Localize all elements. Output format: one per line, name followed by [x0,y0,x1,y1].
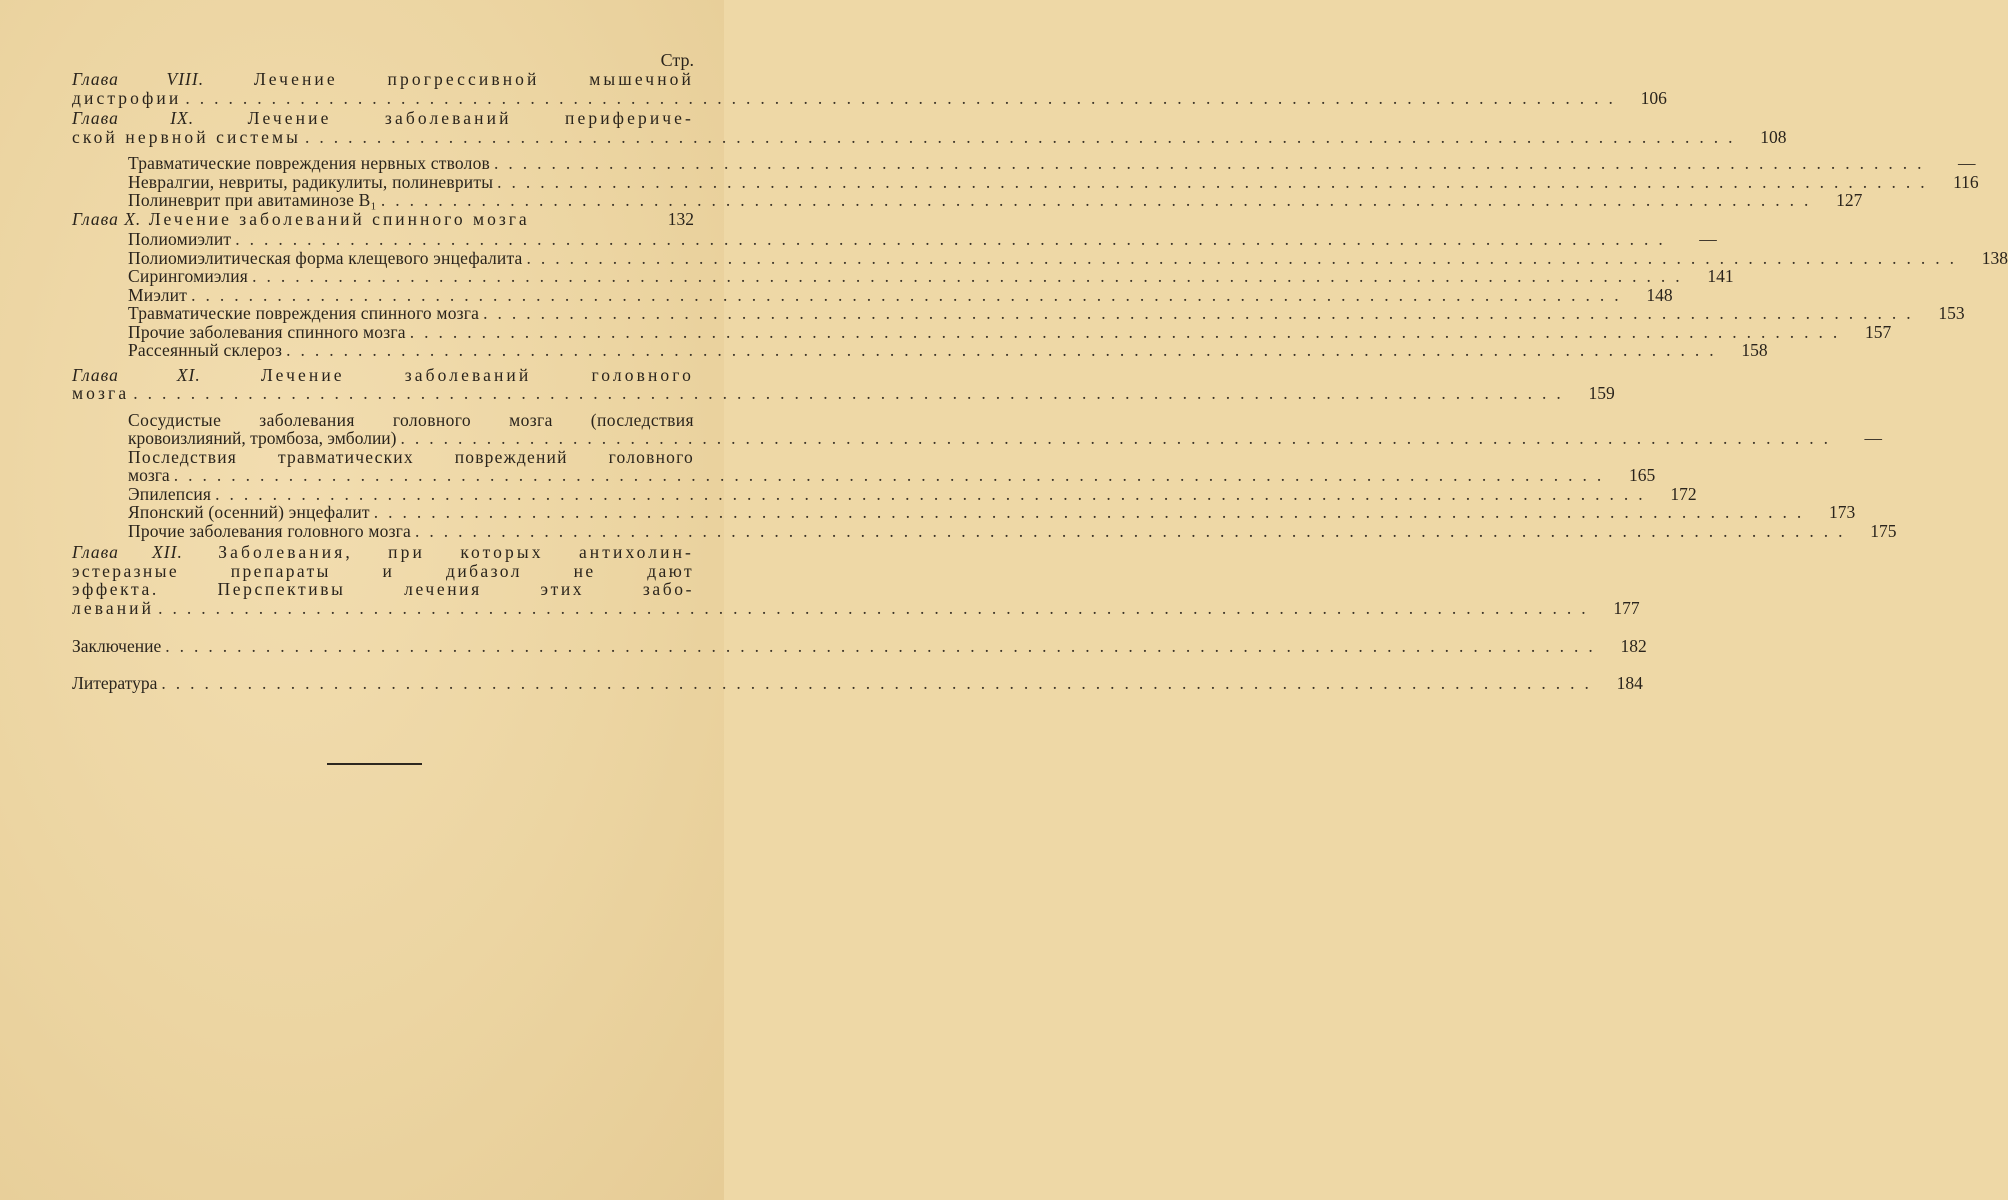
section-entry[interactable] [72,171,1979,192]
literature-entry[interactable] [72,672,1643,693]
dot-leader: .................................................................................................... [483,303,1921,323]
dot-leader: .................................................................................................... [415,520,1853,541]
section-entry[interactable] [72,153,1976,173]
section-entry[interactable] [72,483,1697,504]
section-title: Прочие заболевания спинного мозга [128,321,406,342]
page-number: 177 [1613,597,1640,618]
section-entry[interactable] [72,340,1768,360]
table-of-contents [72,69,2008,693]
page-number: 141 [1707,266,1734,286]
chapter-title-line: дистрофии [72,87,182,108]
section-title: Невралгии, невриты, радикулиты, полиневриты [128,171,494,192]
chapter-label: Глава X. [72,208,142,229]
section-entry[interactable] [72,190,1863,210]
page-number: — [1958,153,1976,173]
section-title: Полиомиэлитическая форма клещевого энцефалита [128,247,523,268]
chapter-title-line: ской нервной системы [72,126,302,147]
section-entry[interactable] [72,502,1856,522]
section-title: Рассеянный склероз [128,340,283,360]
chapter-label: Глава XII. [72,542,183,562]
section-entry[interactable] [72,229,1717,249]
dot-leader: .................................................................................................... [161,672,1599,693]
section-entry[interactable] [72,321,1892,342]
chapter-11-entry[interactable] [72,364,1615,403]
dot-leader: .................................................................................................... [497,171,1935,192]
section-title: Прочие заболевания головного мозга [128,520,412,541]
page-number: 158 [1741,340,1768,360]
page-number: 184 [1616,672,1643,693]
dot-leader: .................................................................................................... [215,483,1653,504]
page-number: 106 [1640,87,1667,108]
chapter-12-entry[interactable] [72,542,1640,618]
chapter-title-line: Лечение заболеваний головного [260,364,694,385]
chapter-10-entry[interactable] [72,210,694,229]
dot-leader: .................................................................................................... [133,383,1571,403]
section-entry[interactable] [72,520,1897,541]
page-number: 108 [1760,126,1787,147]
chapter-label: Глава XI. [72,364,201,385]
page-number: 165 [1628,465,1656,485]
section-title: мозга [128,465,170,485]
section-title-line: Последствия травматических повреждений головного [128,446,694,467]
dot-leader: .................................................................................................... [409,321,1848,342]
section-title: Литература [72,672,158,693]
page-number: 116 [1953,171,1979,192]
dot-leader: .................................................................................................... [173,465,1612,485]
page-number: 138 [1981,247,2008,268]
page-number: 157 [1864,321,1892,342]
conclusion-entry[interactable] [72,636,1647,656]
chapter-label: Глава VIII. [72,69,205,89]
section-title: Эпилепсия [128,483,212,504]
section-title: Заключение [72,636,162,656]
page-number: — [1864,428,1882,448]
chapter-title-line: Лечение прогрессивной мышечной [253,69,694,89]
closing-rule [327,763,422,765]
chapter-title-line: Лечение заболеваний спинного мозга [148,208,530,229]
dot-leader: .................................................................................................... [380,190,1819,210]
dot-leader: .................................................................................................... [526,247,1965,268]
section-entry[interactable] [72,446,1656,485]
chapter-title-line: Заболевания, при которых антихолин- [218,542,694,562]
dot-leader: .................................................................................................... [305,126,1743,147]
section-title: Полиневрит при авитаминозе B₁ [128,190,377,210]
dot-leader: .................................................................................................... [373,502,1812,522]
section-entry[interactable] [72,266,1734,286]
dot-leader: .................................................................................................... [191,284,1629,305]
dot-leader: .................................................................................................... [400,428,1838,448]
dot-leader: .................................................................................................... [235,229,1673,249]
page-column-header: Стр. [660,50,694,70]
page-number: 172 [1670,483,1697,504]
chapter-title-line: леваний [72,597,155,618]
dot-leader: .................................................................................................... [158,597,1596,618]
section-title-line: Сосудистые заболевания головного мозга (последствия [128,409,694,430]
dot-leader: .................................................................................................... [494,153,1932,173]
chapter-title-line: эффекта. Перспективы лечения этих забо- [72,579,694,599]
section-entry[interactable] [72,409,1882,448]
page-number: 153 [1938,303,1965,323]
page-number: — [1699,229,1717,249]
dot-leader: .................................................................................................... [165,636,1603,656]
chapter-8-entry[interactable] [72,69,1667,108]
section-entry[interactable] [72,284,1673,305]
dot-leader: .................................................................................................... [185,87,1623,108]
dot-leader: .................................................................................................... [252,266,1690,286]
page-number: 132 [667,208,694,229]
chapter-title-line: Лечение заболеваний перифериче- [247,108,694,128]
chapter-title-line: мозга [72,383,130,403]
page-number: 182 [1620,636,1647,656]
section-title: Сирингомиэлия [128,266,249,286]
chapter-9-entry[interactable] [72,108,1787,147]
page-number: 159 [1588,383,1615,403]
page-number: 127 [1836,190,1863,210]
section-title: Миэлит [128,284,188,305]
page-number: 173 [1829,502,1856,522]
section-title: кровоизлияний, тромбоза, эмболии) [128,428,397,448]
chapter-title-line: эстеразные препараты и дибазол не дают [72,560,694,581]
dot-leader: .................................................................................................... [286,340,1724,360]
section-title: Травматические повреждения спинного мозга [128,303,480,323]
section-title: Японский (осенний) энцефалит [128,502,370,522]
page-number: 148 [1646,284,1673,305]
page-number: 175 [1870,520,1897,541]
section-entry[interactable] [72,247,2008,268]
chapter-label: Глава IX. [72,108,195,128]
section-entry[interactable] [72,303,1965,323]
section-title: Травматические повреждения нервных стволов [128,153,490,173]
section-title: Полиомиэлит [128,229,232,249]
